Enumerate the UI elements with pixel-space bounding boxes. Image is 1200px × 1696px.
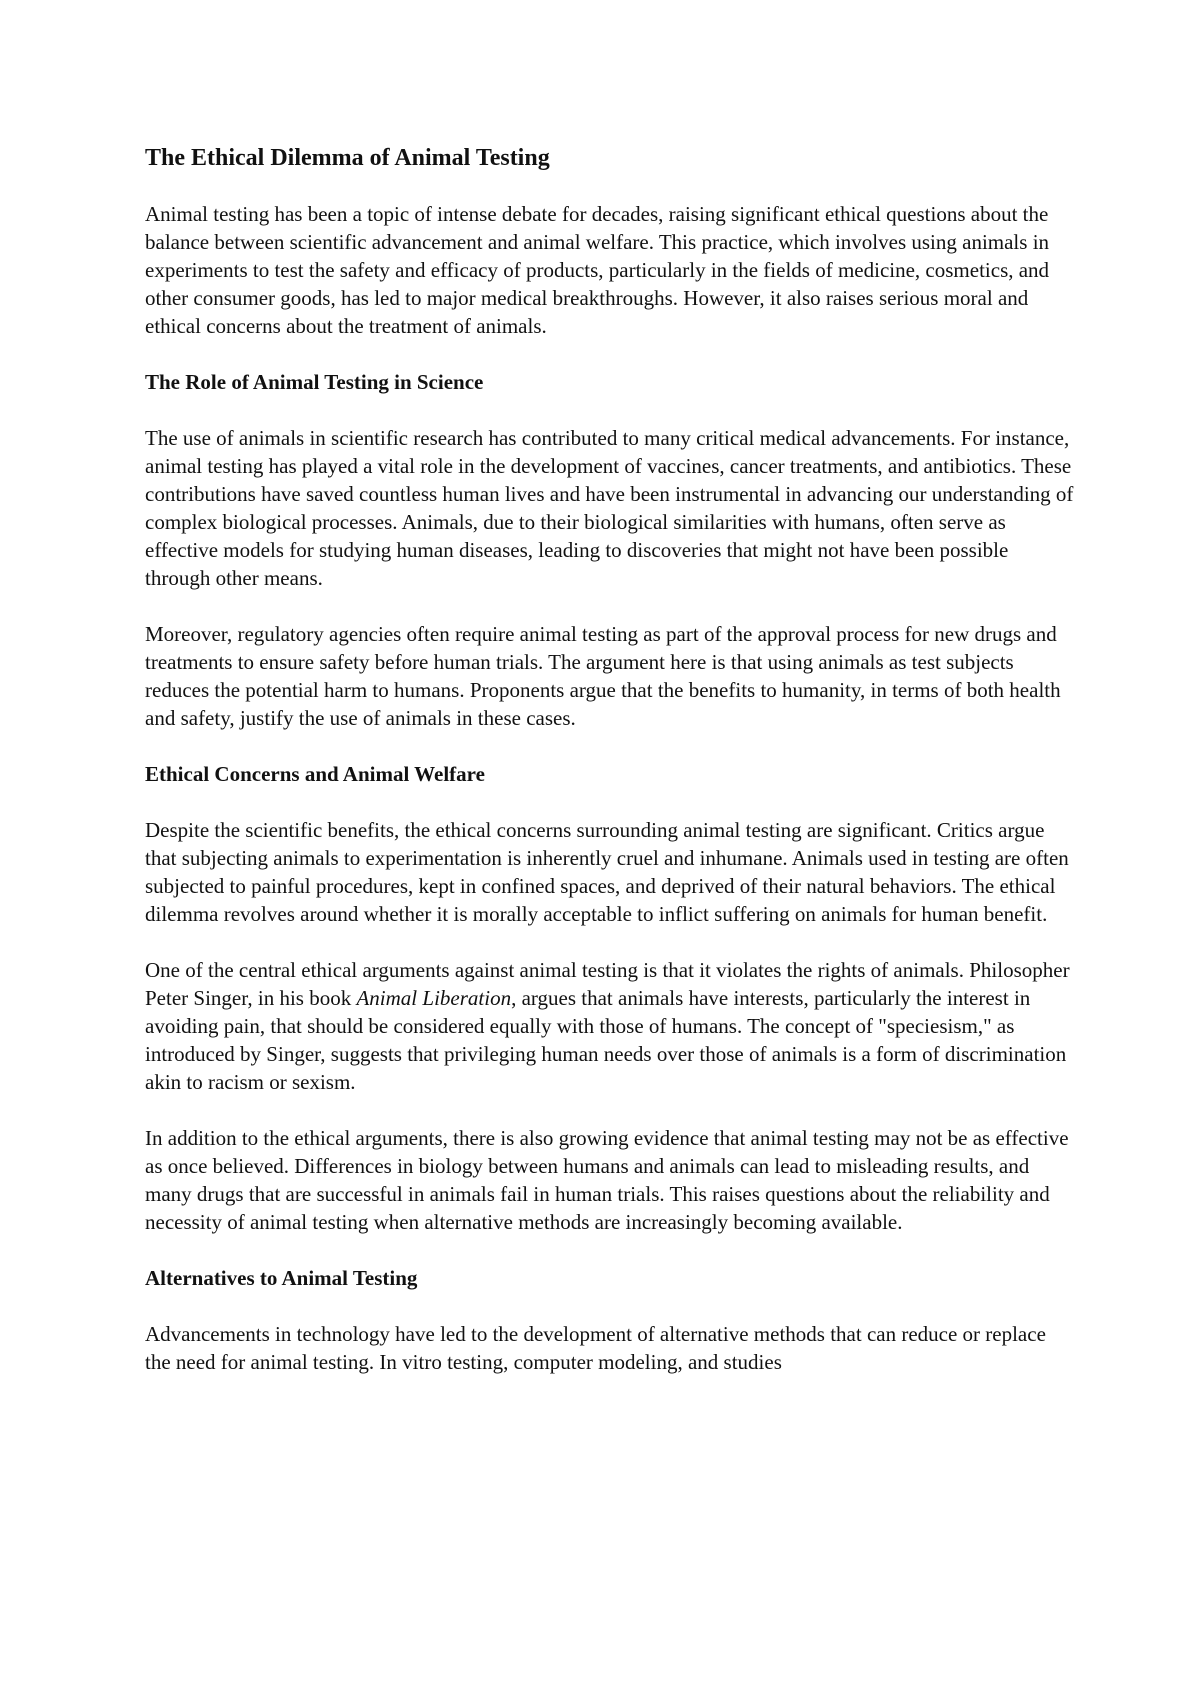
- intro-paragraph: Animal testing has been a topic of intense debate for decades, raising significant ethical questions about the balance between scientific advancement and animal welfare. This practice, which involves using animals in experiments to test the safety and efficacy of products, particularly in the fields of medicine, cosmetics, and other consumer goods, has led to major medical breakthroughs. However, it also raises serious moral and ethical concerns about the treatment of animals.: [145, 202, 1050, 338]
- section-heading-alternatives: Alternatives to Animal Testing: [145, 1266, 418, 1290]
- paragraph-text-before: One of the central ethical arguments against animal testing is that it violates the rights of animals. Philosopher Peter Singer, in his book: [145, 958, 1070, 1010]
- paragraph: Advancements in technology have led to the development of alternative methods that can reduce or replace the need for animal testing. In vitro testing, computer modeling, and studies: [145, 1322, 1046, 1374]
- paragraph: Moreover, regulatory agencies often require animal testing as part of the approval process for new drugs and treatments to ensure safety before human trials. The argument here is that using animals as test subjects reduces the potential harm to humans. Proponents argue that the benefits to humanity, in terms of both health and safety, justify the use of animals in these cases.: [145, 622, 1061, 730]
- paragraph: The use of animals in scientific research has contributed to many critical medical advancements. For instance, animal testing has played a vital role in the development of vaccines, cancer treatments, and antibiotics. These contributions have saved countless human lives and have been instrumental in advancing our understanding of complex biological processes. Animals, due to their biological similarities with humans, often serve as effective models for studying human diseases, leading to discoveries that might not have been possible through other means.: [145, 426, 1074, 590]
- paragraph: In addition to the ethical arguments, there is also growing evidence that animal testing may not be as effective as once believed. Differences in biology between humans and animals can lead to misleading results, and many drugs that are successful in animals fail in human trials. This raises questions about the reliability and necessity of animal testing when alternative methods are increasingly becoming available.: [145, 1126, 1069, 1234]
- paragraph-singer: [145, 956, 1075, 1096]
- book-title: Animal Liberation: [356, 986, 512, 1010]
- section-heading-ethical-concerns: Ethical Concerns and Animal Welfare: [145, 762, 485, 786]
- paragraph: Despite the scientific benefits, the ethical concerns surrounding animal testing are significant. Critics argue that subjecting animals to experimentation is inherently cruel and inhumane. Animals used in testing are often subjected to painful procedures, kept in confined spaces, and deprived of their natural behaviors. The ethical dilemma revolves around whether it is morally acceptable to inflict suffering on animals for human benefit.: [145, 818, 1069, 926]
- paragraph-text-after: , argues that animals have interests, particularly the interest in avoiding pain, that should be considered equally with those of humans. The concept of "speciesism," as introduced by Singer, suggests that privileging human needs over those of animals is a form of discrimination akin to racism or sexism.: [145, 986, 1067, 1094]
- document-body: [145, 142, 1075, 1404]
- section-heading-role-of-testing: The Role of Animal Testing in Science: [145, 370, 484, 394]
- document-title: The Ethical Dilemma of Animal Testing: [145, 145, 550, 171]
